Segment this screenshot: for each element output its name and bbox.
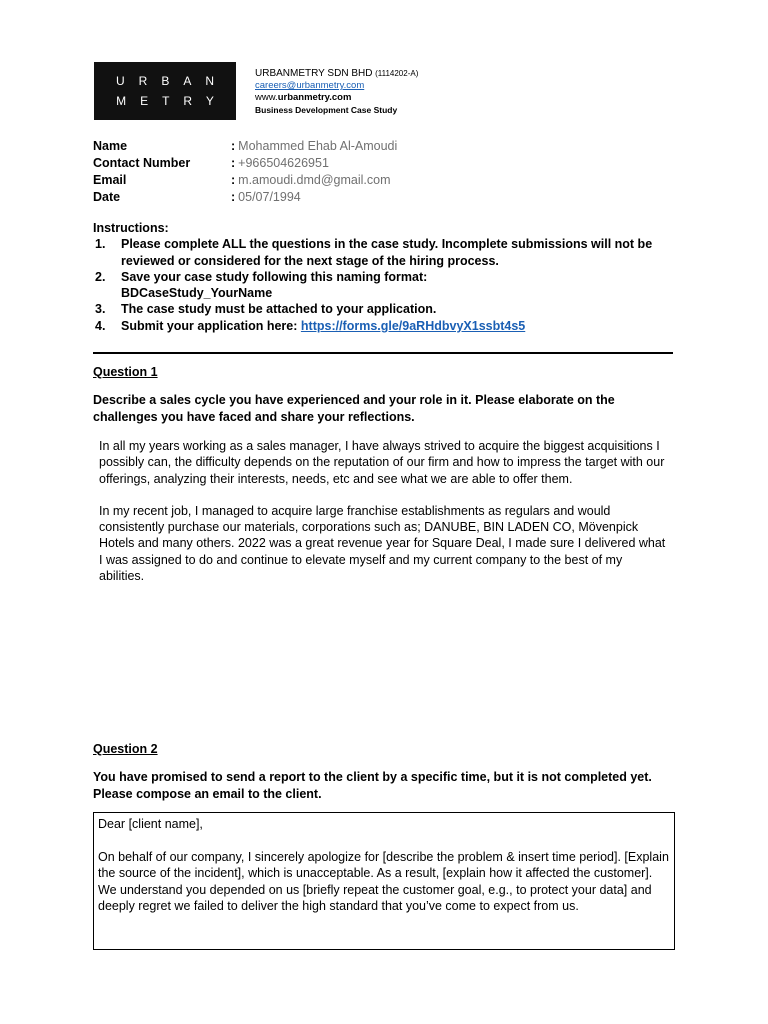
careers-email-link[interactable]: careers@urbanmetry.com <box>255 80 365 91</box>
instructions-title: Instructions: <box>93 221 169 235</box>
logo-line-1: URBAN <box>115 74 228 88</box>
document-subtitle: Business Development Case Study <box>255 105 398 115</box>
info-value: Mohammed Ehab Al-Amoudi <box>238 139 398 153</box>
company-website <box>255 92 418 104</box>
question-2-answer-box <box>93 812 675 950</box>
info-value: 05/07/1994 <box>238 190 301 204</box>
email-body: On behalf of our company, I sincerely apologize for [describe the problem & insert time period]. [Explain the source of the incident], which is unacceptable. As a result, [explain how it affected the customer]. We understand you depended on us [briefly repeat the customer goal, e.g., to protect your data] and deeply regret we failed to deliver the high standard that you’ve come to expect from us. <box>98 849 669 913</box>
info-row-email: Email : m.amoudi.dmd@gmail.com <box>93 173 391 187</box>
instructions <box>93 220 663 334</box>
info-value: m.amoudi.dmd@gmail.com <box>238 173 391 187</box>
section-divider <box>93 352 673 354</box>
info-label: Date <box>93 190 121 204</box>
question-2-prompt: You have promised to send a report to the client by a specific time, but it is not completed yet. Please compose an email to the client. <box>93 770 652 801</box>
company-registration: (1114202-A) <box>375 69 419 78</box>
info-label: Contact Number <box>93 156 191 170</box>
company-name: URBANMETRY SDN BHD <box>255 68 373 79</box>
answer-paragraph: In all my years working as a sales manager, I have always strived to acquire the biggest acquisitions I possibly can, the difficulty depends on the reputation of our firm and how to impress the target with our offerings, analyzing their interests, needs, etc and see what we are able to offer them. <box>99 439 665 486</box>
info-row-name: Name : Mohammed Ehab Al-Amoudi <box>93 139 398 153</box>
instruction-item: 3. The case study must be attached to your application. <box>95 302 437 317</box>
question-1-answer <box>99 438 669 600</box>
company-header <box>255 68 418 116</box>
urbanmetry-logo <box>94 62 236 120</box>
instruction-item: 4. Submit your application here: https://forms.gle/9aRHdbvyX1ssbt4s5 <box>95 318 526 333</box>
info-value: +966504626951 <box>238 156 329 170</box>
website-prefix: www. <box>255 92 278 103</box>
logo-line-2: METRY <box>116 94 228 108</box>
email-greeting: Dear [client name], <box>98 817 203 831</box>
question-2-title: Question 2 <box>93 742 158 756</box>
info-label: Name <box>93 139 128 153</box>
info-label: Email <box>93 173 127 187</box>
website-domain: urbanmetry.com <box>277 92 352 103</box>
instruction-item: 2. Save your case study following this naming format: BDCaseStudy_YourName <box>95 269 428 301</box>
application-form-link[interactable]: https://forms.gle/9aRHdbvyX1ssbt4s5 <box>300 318 526 333</box>
applicant-info <box>93 138 397 206</box>
instruction-item: 1. Please complete ALL the questions in the case study. Incomplete submissions will not be reviewed or considered for the next stage of the hiring process. <box>95 237 653 268</box>
info-row-contact: Contact Number : +966504626951 <box>93 156 329 170</box>
answer-paragraph: In my recent job, I managed to acquire large franchise establishments as regulars and would consistently purchase our materials, corporations such as; DANUBE, BIN LADEN CO, Mövenpick Hotels and many others. 2022 was a great revenue year for Square Deal, I made sure I delivered what I was assigned to do and continue to elevate myself and my current company to the best of my abilities. <box>99 503 666 584</box>
question-1-title: Question 1 <box>93 365 158 379</box>
company-name-line <box>255 68 418 80</box>
info-row-date: Date : 05/07/1994 <box>93 190 301 204</box>
question-1-prompt: Describe a sales cycle you have experienced and your role in it. Please elaborate on the challenges you have faced and share your reflections. <box>93 393 615 424</box>
